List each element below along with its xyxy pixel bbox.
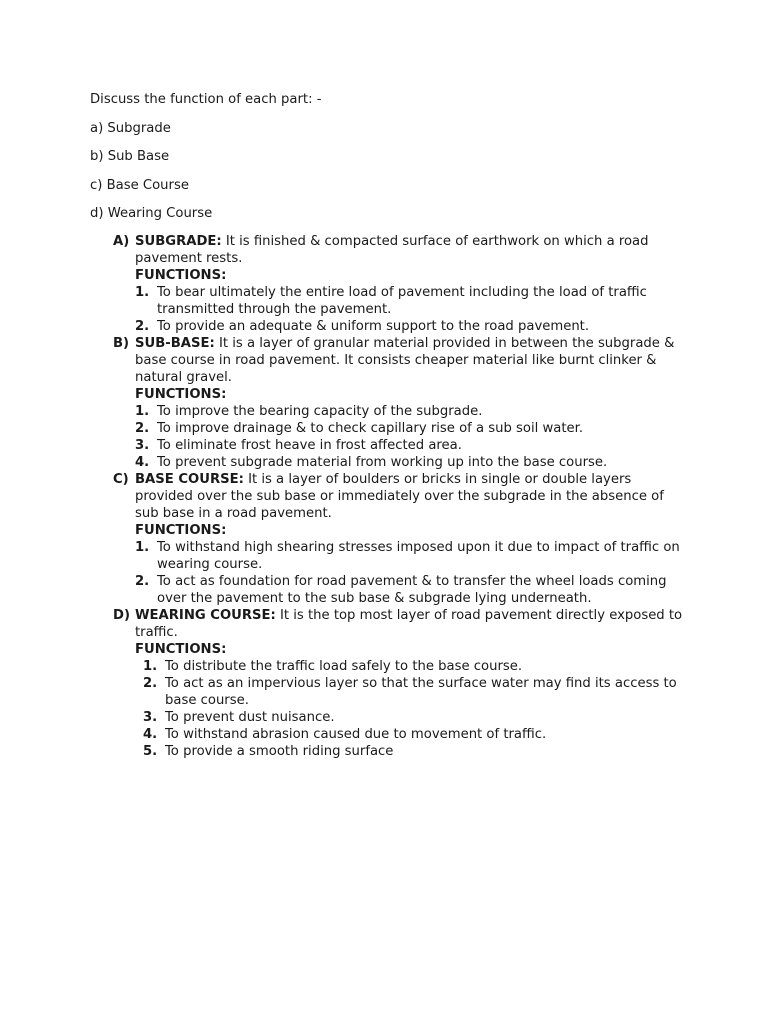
- functions-list: [135, 403, 683, 471]
- list-text: To eliminate frost heave in frost affected area.: [157, 438, 462, 453]
- section-heading: SUBGRADE:: [135, 234, 222, 249]
- section-paragraph: [135, 471, 683, 522]
- list-number: 5.: [143, 744, 158, 759]
- section-letter: D): [113, 608, 130, 623]
- functions-label: FUNCTIONS:: [135, 642, 227, 657]
- section-sub-base: [113, 335, 683, 471]
- list-text: To distribute the traffic load safely to the base course.: [165, 659, 523, 674]
- list-text: To act as an impervious layer so that the surface water may find its access to base course.: [165, 676, 677, 708]
- list-item: [135, 318, 683, 335]
- list-item: [143, 675, 683, 709]
- list-item: [135, 437, 683, 454]
- section-letter: A): [113, 234, 130, 249]
- section-text: It is a layer of boulders or bricks in single or double layers provided over the sub base or immediately over the subgrade in the absence of sub base in a road pavement.: [135, 472, 664, 521]
- list-text: To provide an adequate & uniform support to the road pavement.: [157, 319, 590, 334]
- list-text: To provide a smooth riding surface: [165, 744, 394, 759]
- part-item-d: d) Wearing Course: [90, 206, 213, 221]
- part-item-c: c) Base Course: [90, 178, 189, 193]
- list-text: To improve drainage & to check capillary rise of a sub soil water.: [157, 421, 584, 436]
- part-item-b: b) Sub Base: [90, 149, 170, 164]
- section-letter: C): [113, 472, 129, 487]
- functions-list: [135, 284, 683, 335]
- list-number: 2.: [135, 319, 150, 334]
- list-item: [135, 284, 683, 318]
- list-text: To act as foundation for road pavement & to transfer the wheel loads coming over the pavement to the sub base & subgrade lying underneath.: [157, 574, 667, 606]
- list-number: 3.: [143, 710, 158, 725]
- functions-list: [135, 539, 683, 607]
- list-number: 3.: [135, 438, 150, 453]
- list-item: [135, 573, 683, 607]
- list-item: [135, 420, 683, 437]
- section-paragraph: [135, 233, 683, 267]
- functions-label: FUNCTIONS:: [135, 523, 227, 538]
- list-item: [135, 403, 683, 420]
- section-text: It is the top most layer of road pavement directly exposed to traffic.: [135, 608, 683, 640]
- section-text: It is finished & compacted surface of earthwork on which a road pavement rests.: [135, 234, 649, 266]
- list-number: 4.: [135, 455, 150, 470]
- section-heading: WEARING COURSE:: [135, 608, 276, 623]
- list-number: 2.: [143, 676, 158, 691]
- part-item-a: a) Subgrade: [90, 121, 171, 136]
- list-text: To prevent dust nuisance.: [165, 710, 335, 725]
- functions-label: FUNCTIONS:: [135, 268, 227, 283]
- section-wearing-course: [113, 607, 683, 760]
- section-paragraph: [135, 607, 683, 641]
- list-item: [143, 658, 683, 675]
- section-heading: SUB-BASE:: [135, 336, 215, 351]
- list-text: To withstand abrasion caused due to movement of traffic.: [165, 727, 547, 742]
- section-letter: B): [113, 336, 130, 351]
- list-number: 1.: [135, 540, 150, 555]
- list-item: [143, 726, 683, 743]
- list-number: 1.: [135, 285, 150, 300]
- list-text: To prevent subgrade material from working up into the base course.: [157, 455, 608, 470]
- section-text: It is a layer of granular material provided in between the subgrade & base course in road pavement. It consists cheaper material like burnt clinker & natural gravel.: [135, 336, 675, 385]
- list-text: To improve the bearing capacity of the subgrade.: [157, 404, 483, 419]
- section-base-course: [113, 471, 683, 607]
- list-item: [143, 709, 683, 726]
- list-number: 2.: [135, 574, 150, 589]
- list-number: 4.: [143, 727, 158, 742]
- list-item: [135, 539, 683, 573]
- list-number: 1.: [143, 659, 158, 674]
- answer-sections: [113, 233, 683, 760]
- list-number: 1.: [135, 404, 150, 419]
- section-heading: BASE COURSE:: [135, 472, 244, 487]
- section-paragraph: [135, 335, 683, 386]
- functions-list: [135, 658, 683, 760]
- question-text: Discuss the function of each part: -: [90, 92, 322, 107]
- functions-label: FUNCTIONS:: [135, 387, 227, 402]
- list-number: 2.: [135, 421, 150, 436]
- list-item: [143, 743, 683, 760]
- list-text: To withstand high shearing stresses imposed upon it due to impact of traffic on wearing course.: [157, 540, 680, 572]
- list-text: To bear ultimately the entire load of pavement including the load of traffic transmitted through the pavement.: [157, 285, 647, 317]
- section-subgrade: [113, 233, 683, 335]
- list-item: [135, 454, 683, 471]
